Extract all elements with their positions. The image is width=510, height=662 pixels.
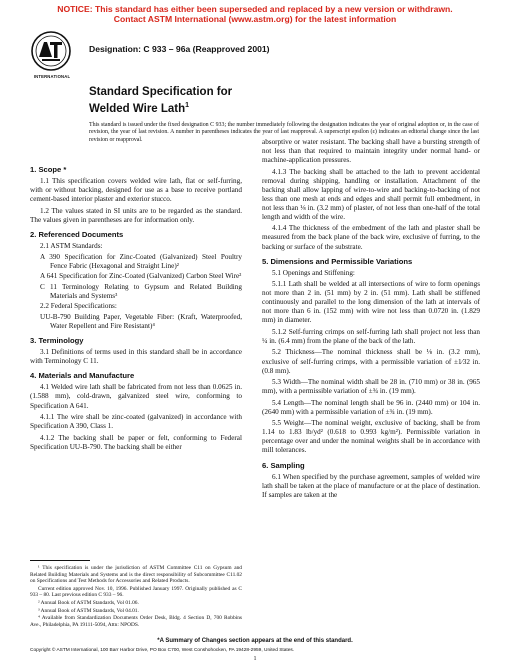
paragraph-2-2: 2.2 Federal Specifications: bbox=[40, 301, 117, 310]
paragraph-4-1-2: 4.1.2 The backing shall be paper or felt, conforming to Federal Specification UU-B-790. The backing shall be either bbox=[30, 433, 242, 451]
section-materials-heading: 4. Materials and Manufacture bbox=[30, 371, 135, 381]
reference-c11: C 11 Terminology Relating to Gypsum and Related Building Materials and Systems³ bbox=[40, 282, 242, 300]
designation: Designation: C 933 – 96a (Reapproved 2001) bbox=[89, 44, 270, 54]
notice-line-1: NOTICE: This standard has either been superseded and replaced by a new version or withdrawn. bbox=[57, 4, 453, 14]
left-column bbox=[30, 160, 242, 454]
footnotes bbox=[30, 560, 242, 629]
summary-of-changes-note: *A Summary of Changes section appears at the end of this standard. bbox=[157, 638, 353, 644]
paragraph-1-1: 1.1 This specification covers welded wire lath, flat or self-furring, with or without backing, designed for use as a base to receive portland cement-based interior plaster and exterior stucco. bbox=[30, 177, 242, 204]
paragraph-5-1: 5.1 Openings and Stiffening: bbox=[272, 268, 355, 277]
title-line-1: Standard Specification for bbox=[89, 86, 233, 98]
paragraph-1-2: 1.2 The values stated in SI units are to be regarded as the standard. The values given in parentheses are for information only. bbox=[30, 206, 242, 224]
paragraph-4-1-2-continued: absorptive or water resistant. The backing shall have a bursting strength of not less than that required to maintain integrity under normal hand- or machine-application pressures. bbox=[262, 138, 480, 165]
footnote-rule bbox=[30, 560, 90, 561]
footnote-4: ⁴ Available from Standardization Documents Order Desk, Bldg. 4 Section D, 700 Robbins Ave., Philadelphia, PA 19111-5094, Attn: NPODS. bbox=[30, 615, 242, 628]
reference-a641: A 641 Specification for Zinc-Coated (Galvanized) Carbon Steel Wire² bbox=[40, 272, 242, 281]
withdrawal-notice bbox=[0, 4, 510, 24]
title-footnote-marker: 1 bbox=[185, 102, 190, 109]
notice-line-2: Contact ASTM International (www.astm.org) for the latest information bbox=[113, 14, 397, 24]
section-terminology-heading: 3. Terminology bbox=[30, 336, 84, 346]
paragraph-5-5: 5.5 Weight—The nominal weight, exclusive of backing, shall be from 1.14 to 1.83 lb/yd² (0.618 to 0.993 kg/m²). Permissible variation in percentage over and under the nominal weights shall be in accordance with mill tolerances. bbox=[262, 419, 480, 455]
paragraph-5-1-2: 5.1.2 Self-furring crimps on self-furring lath shall project not less than ¼ in. (6.4 mm) from the plane of the back of the lath. bbox=[262, 327, 480, 345]
paragraph-5-1-1: 5.1.1 Lath shall be welded at all intersections of wire to form openings not more than 2 in. (51 mm) by 2 in. (51 mm). Lath shall be stiffened continuously and parallel to the long dimension of the lath at intervals of not more than 6 in. (152 mm) with wire not less than 0.0720 in. (1.829 mm) in diameter. bbox=[262, 280, 480, 325]
paragraph-4-1-1: 4.1.1 The wire shall be zinc-coated (galvanized) in accordance with Specification A 390, Class 1. bbox=[30, 413, 242, 431]
footnote-3: ³ Annual Book of ASTM Standards, Vol 04.01. bbox=[38, 607, 139, 614]
paragraph-4-1-4: 4.1.4 The thickness of the embedment of the lath and plaster shall be measured from the back plane of the back wire, exclusive of furring, to the backing or surface of the substrate. bbox=[262, 224, 480, 251]
reference-uu-b-790: UU-B-790 Building Paper, Vegetable Fiber: (Kraft, Waterproofed, Water Repellent and Fire Resistant)⁴ bbox=[40, 313, 242, 331]
paragraph-5-2: 5.2 Thickness—The nominal thickness shall be ⅛ in. (3.2 mm), exclusive of self-furring crimps, with a permissible variation of ±1⁄32 in. (0.8 mm). bbox=[262, 348, 480, 375]
astm-logo-icon bbox=[30, 30, 72, 74]
document-title bbox=[89, 86, 232, 116]
section-dimensions-heading: 5. Dimensions and Permissible Variations bbox=[262, 256, 413, 266]
title-line-2: Welded Wire Lath bbox=[89, 102, 186, 115]
paragraph-5-3: 5.3 Width—The nominal width shall be 28 in. (710 mm) or 38 in. (965 mm), with a permissible variation of ±¾ in. (19 mm). bbox=[262, 378, 480, 396]
logo-caption: INTERNATIONAL bbox=[33, 74, 71, 79]
footnote-2: ² Annual Book of ASTM Standards, Vol 01.06. bbox=[38, 599, 139, 606]
footnote-1-edition: Current edition approved Nov. 10, 1996. Published January 1997. Originally published as C 933 – 80. Last previous edition C 933 – 96. bbox=[30, 585, 242, 599]
section-scope-heading: 1. Scope * bbox=[30, 165, 67, 174]
paragraph-4-1-3: 4.1.3 The backing shall be attached to the lath to prevent accidental removal during shipping, handling or installation. Attachment of the backing shall allow lapping of wire-to-wire and backing-to-backing of not less than one mesh at ends and edges and shall permit full embedment, in not less than ⅛ in. (3.2 mm) of plaster, of not less than one-half of the total length and width of the wire. bbox=[262, 167, 480, 221]
paragraph-3-1: 3.1 Definitions of terms used in this standard shall be in accordance with Terminology C 11. bbox=[30, 348, 242, 366]
paragraph-4-1: 4.1 Welded wire lath shall be fabricated from not less than 0.0625 in. (1.588 mm), cold-drawn, galvanized steel wire, conforming to Specification A 641. bbox=[30, 383, 242, 410]
section-sampling-heading: 6. Sampling bbox=[262, 460, 305, 470]
reference-a390: A 390 Specification for Zinc-Coated (Galvanized) Steel Poultry Fence Fabric (Hexagonal and Straight Line)² bbox=[40, 253, 242, 271]
paragraph-5-4: 5.4 Length—The nominal length shall be 96 in. (2440 mm) or 104 in. (2640 mm) with a permissible variation of ±¾ in. (19 mm). bbox=[262, 398, 480, 416]
section-references-heading: 2. Referenced Documents bbox=[30, 229, 124, 239]
footnote-1: ¹ This specification is under the jurisdiction of ASTM Committee C11 on Gypsum and Related Building Materials and Systems and is the direct responsibility of Subcommittee C11.02 on Specifications and Test Methods for Accessories and Related Products. bbox=[30, 565, 242, 585]
issuance-note: This standard is issued under the fixed designation C 933; the number immediately following the designation indicates the year of original adoption or, in the case of revision, the year of last revision. A number in parentheses indicates the year of last reapproval. A superscript epsilon (ε) indicates an editorial change since the last revision or reapproval. bbox=[89, 122, 479, 143]
paragraph-2-1: 2.1 ASTM Standards: bbox=[40, 241, 103, 250]
paragraph-6-1: 6.1 When specified by the purchase agreement, samples of welded wire lath shall be taken at the place of manufacture or at the place of destination. If samples are taken at the bbox=[262, 472, 480, 499]
copyright: Copyright © ASTM International, 100 Barr Harbor Drive, PO Box C700, West Conshohocken, PA 19428-2959, United States. bbox=[30, 648, 295, 653]
right-column bbox=[262, 138, 480, 502]
page-number: 1 bbox=[253, 656, 257, 662]
